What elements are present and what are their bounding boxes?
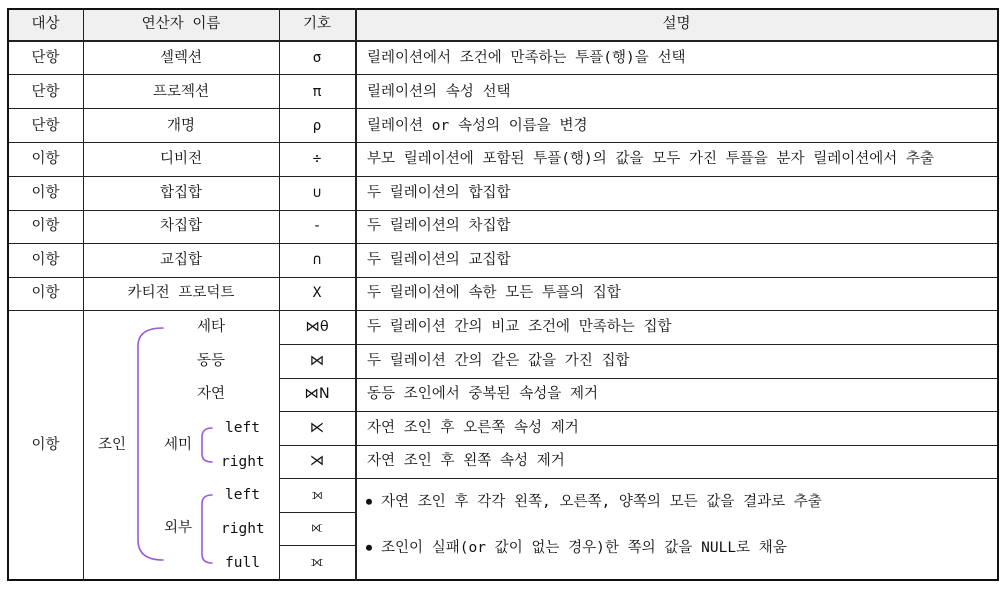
outer-symbol-divider <box>279 512 355 513</box>
row-1-name: 프로젝션 <box>152 83 210 100</box>
join-row-divider <box>279 445 999 446</box>
outer-full-label: full <box>225 554 260 571</box>
row-7-description: 두 릴레이션에 속한 모든 투플의 집합 <box>367 285 621 302</box>
outer-bullet-2 <box>366 541 787 556</box>
column-divider <box>355 8 357 581</box>
row-7-symbol: X <box>312 285 322 302</box>
semi-right-symbol: ⋊ <box>309 453 325 470</box>
table-bottom-border <box>7 579 999 581</box>
outer-full-symbol: ⟗ <box>310 553 324 570</box>
join-natural-description: 동등 조인에서 중복된 속성을 제거 <box>367 386 599 403</box>
row-5-name: 차집합 <box>159 218 203 235</box>
semi-left-label: left <box>225 419 260 436</box>
row-divider <box>7 310 999 311</box>
join-equi-description: 두 릴레이션 간의 같은 값을 가진 집합 <box>367 352 630 369</box>
row-2-description: 릴레이션 or 속성의 이름을 변경 <box>367 117 588 134</box>
table-top-border <box>7 8 999 10</box>
row-4-description: 두 릴레이션의 합집합 <box>367 184 511 201</box>
row-3-name: 디비전 <box>159 151 203 168</box>
row-divider <box>7 142 999 143</box>
join-equi-label: 동등 <box>197 352 226 369</box>
row-2-symbol: ρ <box>312 117 322 134</box>
table-left-border <box>7 8 9 581</box>
semi-label: 세미 <box>164 436 193 453</box>
header-bottom-border <box>7 40 999 42</box>
outer-bullet-2-text: 조인이 실패(or 값이 없는 경우)한 쪽의 값을 NULL로 채움 <box>381 539 787 556</box>
row-3-target: 이항 <box>31 151 60 168</box>
bullet-icon <box>366 499 372 505</box>
semi-left-description: 자연 조인 후 오른쪽 속성 제거 <box>367 419 579 436</box>
outer-left-symbol: ⟕ <box>311 486 323 503</box>
header-operator-name: 연산자 이름 <box>83 9 279 40</box>
row-5-target: 이항 <box>31 218 60 235</box>
row-7-target: 이항 <box>31 285 60 302</box>
join-theta-symbol: ⋈θ <box>305 319 329 336</box>
column-divider <box>83 8 84 581</box>
join-theta-description: 두 릴레이션 간의 비교 조건에 만족하는 집합 <box>367 319 672 336</box>
header-target: 대상 <box>8 9 83 40</box>
row-divider <box>7 74 999 75</box>
join-name: 조인 <box>98 436 127 453</box>
outer-label: 외부 <box>164 519 193 536</box>
semi-left-symbol: ⋉ <box>309 419 325 436</box>
column-divider <box>279 8 280 581</box>
row-6-name: 교집합 <box>159 251 203 268</box>
row-0-symbol: σ <box>312 49 322 66</box>
row-4-symbol: ∪ <box>312 184 322 201</box>
row-5-description: 두 릴레이션의 차집합 <box>367 218 511 235</box>
outer-bullet-1-text: 자연 조인 후 각각 왼쪽, 오른쪽, 양쪽의 모든 값을 결과로 추출 <box>381 493 822 510</box>
join-target: 이항 <box>31 436 60 453</box>
outer-right-symbol: ⟖ <box>311 520 323 537</box>
row-6-description: 두 릴레이션의 교집합 <box>367 251 511 268</box>
row-6-target: 이항 <box>31 251 60 268</box>
join-group-bracket <box>138 328 163 560</box>
join-row-divider <box>279 411 999 412</box>
row-5-symbol: - <box>312 218 322 235</box>
row-3-description: 부모 릴레이션에 포함된 투플(행)의 값을 모두 가진 투플을 분자 릴레이션에서 추출 <box>367 151 934 168</box>
row-divider <box>7 176 999 177</box>
row-divider <box>7 210 999 211</box>
outer-right-label: right <box>221 520 265 537</box>
row-2-target: 단항 <box>31 117 60 134</box>
row-6-symbol: ∩ <box>312 251 322 268</box>
outer-group-bracket <box>202 495 212 563</box>
outer-symbol-divider <box>279 545 355 546</box>
row-0-description: 릴레이션에서 조건에 만족하는 투플(행)을 선택 <box>367 49 686 66</box>
row-4-name: 합집합 <box>159 184 203 201</box>
semi-right-label: right <box>221 453 265 470</box>
semi-right-description: 자연 조인 후 왼쪽 속성 제거 <box>367 453 565 470</box>
header-symbol: 기호 <box>279 9 355 40</box>
semi-group-bracket <box>202 428 212 462</box>
table-right-border <box>997 8 999 581</box>
row-4-target: 이항 <box>31 184 60 201</box>
join-natural-label: 자연 <box>197 385 226 402</box>
row-0-name: 셀렉션 <box>159 49 203 66</box>
header-description: 설명 <box>355 9 998 40</box>
outer-left-label: left <box>225 486 260 503</box>
row-divider <box>7 243 999 244</box>
join-row-divider <box>279 378 999 379</box>
row-7-name: 카티전 프로덕트 <box>127 285 235 302</box>
row-1-description: 릴레이션의 속성 선택 <box>367 83 511 100</box>
row-1-symbol: π <box>312 83 322 100</box>
row-divider <box>7 277 999 278</box>
outer-bullet-1 <box>366 495 822 510</box>
row-3-symbol: ÷ <box>312 151 322 168</box>
join-theta-label: 세타 <box>197 318 226 335</box>
row-0-target: 단항 <box>31 49 60 66</box>
bullet-icon <box>366 545 372 551</box>
row-divider <box>7 108 999 109</box>
join-natural-symbol: ⋈N <box>304 386 330 403</box>
join-row-divider <box>279 344 999 345</box>
row-2-name: 개명 <box>166 117 195 134</box>
row-1-target: 단항 <box>31 83 60 100</box>
join-row-divider <box>279 478 999 479</box>
join-equi-symbol: ⋈ <box>309 352 325 369</box>
